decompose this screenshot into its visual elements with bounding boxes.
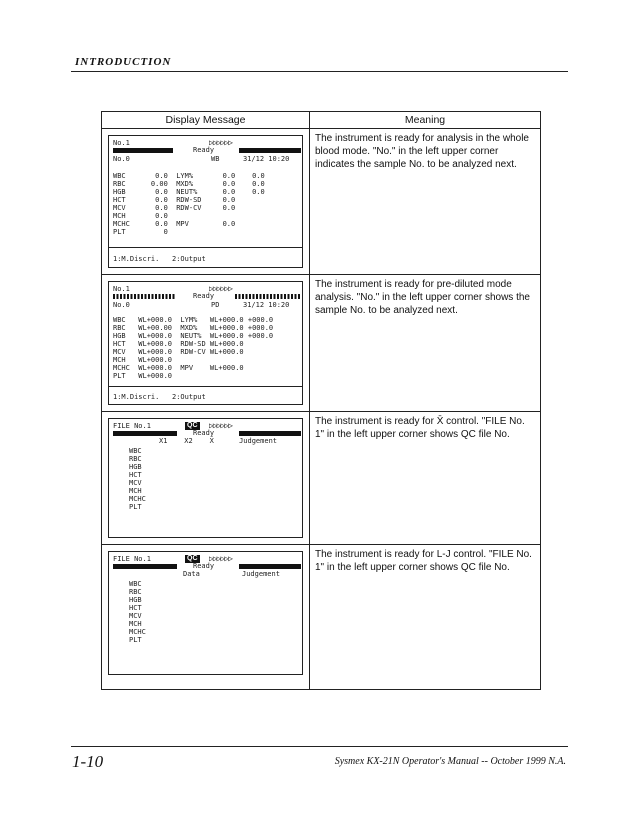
mode-label: WB (211, 155, 220, 163)
next-sample-no: No.0 (113, 155, 130, 163)
footer-rule (71, 746, 568, 747)
meaning-text: The instrument is ready for X̄ control. "FILE No. 1" in the left upper corner shows QC file No. (310, 412, 541, 545)
pd-ready-screen (108, 281, 303, 405)
header-rule (71, 71, 568, 72)
param-label: PLT (129, 636, 142, 644)
param-row: MCV WL+000.0 RDW-CV WL+000.0 (113, 348, 244, 356)
next-sample-no: No.0 (113, 301, 130, 309)
section-header: INTRODUCTION (75, 56, 172, 68)
wb-ready-screen (108, 135, 303, 268)
sample-counter: No.1 (113, 285, 130, 293)
qc-file-no: FILE No.1 (113, 555, 151, 563)
param-row: MCH WL+000.0 (113, 356, 173, 364)
status-bar-left (113, 148, 173, 153)
param-label: MCV (129, 612, 142, 620)
meaning-text: The instrument is ready for pre-diluted mode analysis. "No." in the left upper corner shows the sample No. to be analyzed next. (310, 275, 541, 412)
function-menu: 1:M.Discri. 2:Output (113, 255, 206, 263)
param-row: MCHC WL+000.0 MPV WL+000.0 (113, 364, 244, 372)
arrow-indicator: ▷▷▷▷▷▷ (209, 554, 232, 563)
param-row: WBC WL+000.0 LYM% WL+000.0 +000.0 (113, 316, 274, 324)
param-label: HCT (129, 604, 142, 612)
param-row: MCH 0.0 (113, 212, 168, 220)
param-row: HGB WL+000.0 NEUT% WL+000.0 +000.0 (113, 332, 274, 340)
status-bar-left (113, 564, 177, 569)
status-bar-right (239, 431, 301, 436)
column-header-meaning: Meaning (310, 112, 541, 129)
param-row: HCT 0.0 RDW-SD 0.0 (113, 196, 236, 204)
param-row: MCV 0.0 RDW-CV 0.0 (113, 204, 236, 212)
param-label: PLT (129, 503, 142, 511)
qc-columns: X1 X2 X̄ Judgement (159, 437, 278, 445)
ready-status: Ready (193, 562, 215, 570)
param-label: RBC (129, 455, 142, 463)
status-bar-right (235, 294, 301, 299)
date-time: 31/12 10:20 (243, 155, 290, 163)
qc-columns: Data Judgement (183, 570, 280, 578)
ready-status: Ready (193, 429, 215, 437)
param-row: RBC WL+00.00 MXD% WL+000.0 +000.0 (113, 324, 274, 332)
status-bar-right (239, 564, 301, 569)
column-header-display: Display Message (102, 112, 310, 129)
param-row: MCHC 0.0 MPV 0.0 (113, 220, 236, 228)
param-label: MCH (129, 487, 142, 495)
param-row: PLT WL+000.0 (113, 372, 173, 380)
menu-divider (109, 247, 302, 248)
date-time: 31/12 10:20 (243, 301, 290, 309)
arrow-indicator: ▷▷▷▷▷▷ (209, 138, 232, 147)
meaning-text: The instrument is ready for analysis in the whole blood mode. "No." in the left upper corner indicates the sample No. to be analyzed next. (310, 129, 541, 275)
status-bar-right (239, 148, 301, 153)
xbar-control-screen (108, 418, 303, 538)
arrow-indicator: ▷▷▷▷▷▷ (209, 421, 232, 430)
mode-label: PD (211, 301, 220, 309)
param-label: MCV (129, 479, 142, 487)
param-label: MCH (129, 620, 142, 628)
param-label: HCT (129, 471, 142, 479)
qc-badge: QC (187, 422, 198, 429)
param-label: MCHC (129, 495, 146, 503)
param-label: RBC (129, 588, 142, 596)
display-message-table (101, 111, 541, 690)
param-row: PLT 0 (113, 228, 168, 236)
status-bar-left (113, 431, 177, 436)
param-label: HGB (129, 463, 142, 471)
ready-status: Ready (193, 292, 215, 300)
menu-divider (109, 386, 302, 387)
param-row: RBC 0.00 MXD% 0.0 0.0 (113, 180, 265, 188)
status-bar-left (113, 294, 175, 299)
param-label: MCHC (129, 628, 146, 636)
param-row: WBC 0.0 LYM% 0.0 0.0 (113, 172, 265, 180)
param-row: HCT WL+000.0 RDW-SD WL+000.0 (113, 340, 244, 348)
param-label: WBC (129, 447, 142, 455)
function-menu: 1:M.Discri. 2:Output (113, 393, 206, 401)
qc-file-no: FILE No.1 (113, 422, 151, 430)
arrow-indicator: ▷▷▷▷▷▷ (209, 284, 232, 293)
ready-status: Ready (193, 146, 215, 154)
meaning-text: The instrument is ready for L-J control. "FILE No. 1" in the left upper corner shows QC file No. (310, 545, 541, 690)
param-row: HGB 0.0 NEUT% 0.0 0.0 (113, 188, 265, 196)
sample-counter: No.1 (113, 139, 130, 147)
param-label: HGB (129, 596, 142, 604)
page-number: 1-10 (72, 752, 104, 771)
qc-badge: QC (187, 555, 198, 562)
lj-control-screen (108, 551, 303, 675)
param-label: WBC (129, 580, 142, 588)
footer-title: Sysmex KX-21N Operator's Manual -- October 1999 N.A. (334, 756, 566, 767)
